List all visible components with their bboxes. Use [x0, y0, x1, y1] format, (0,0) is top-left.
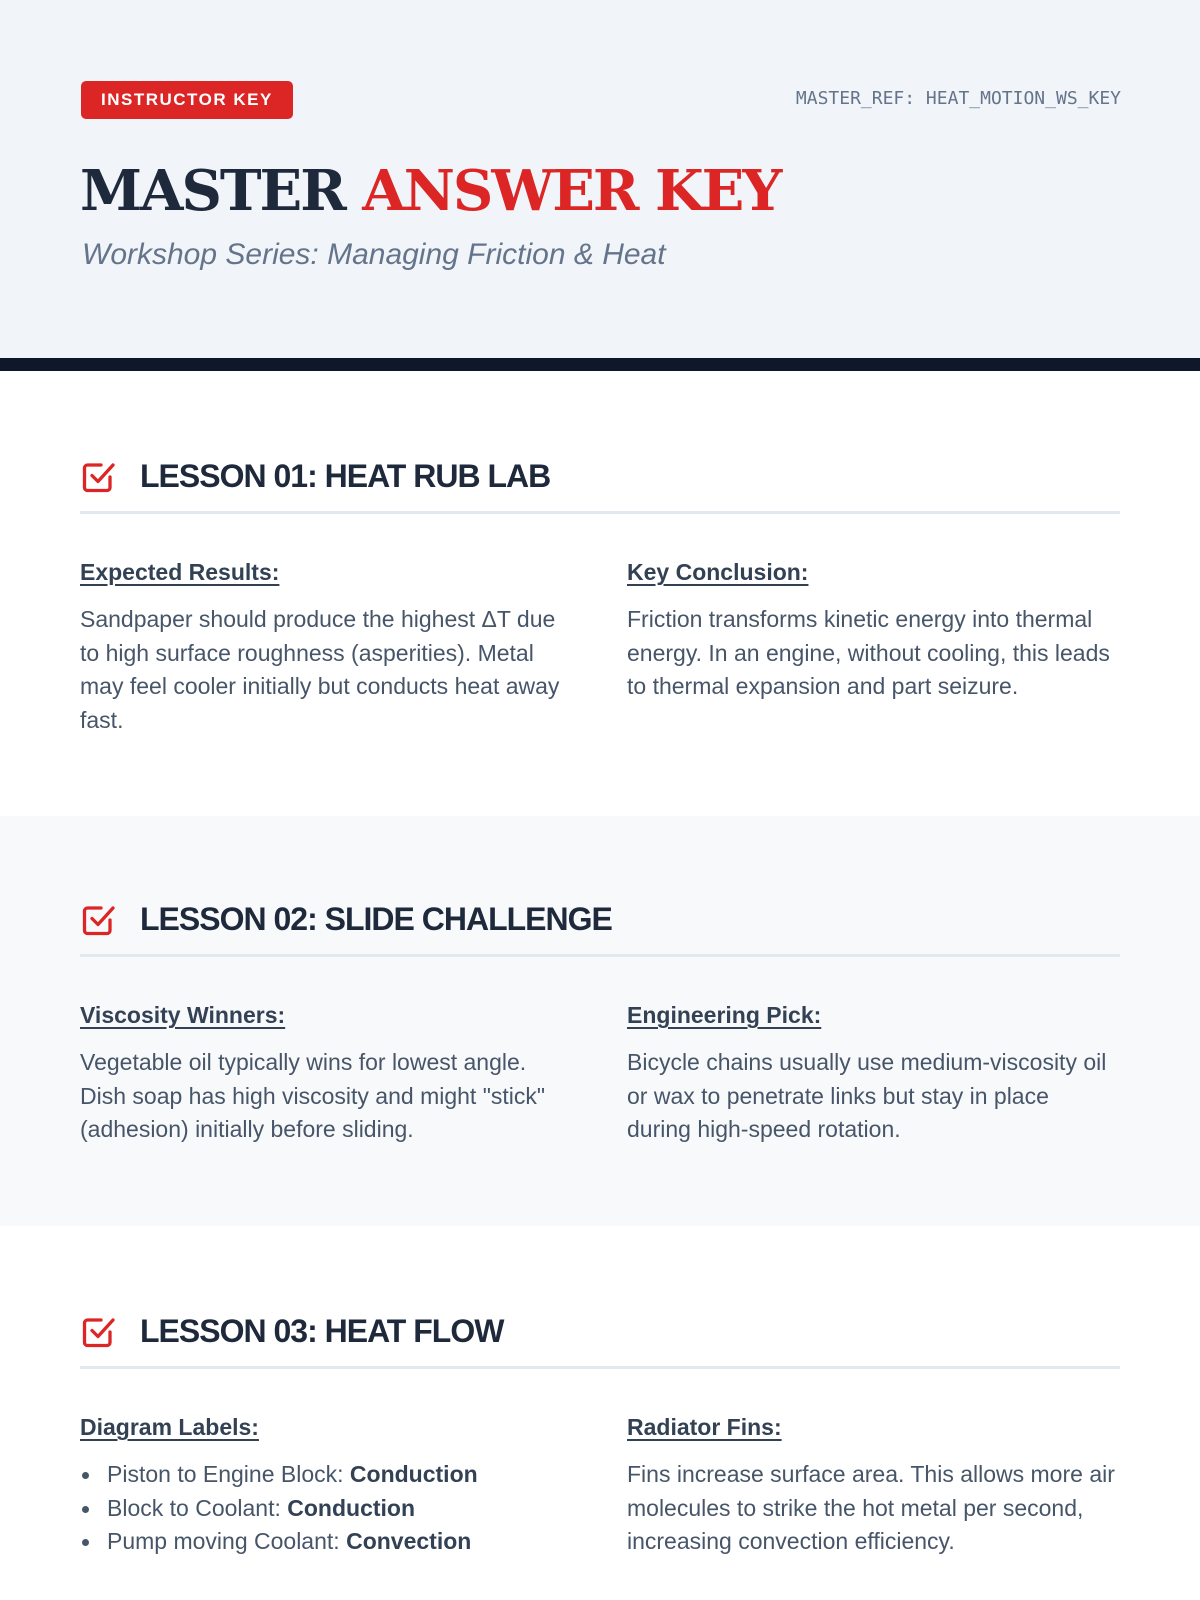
- item-label: Piston to Engine Block:: [107, 1461, 350, 1487]
- column-heading: Radiator Fins:: [627, 1414, 782, 1440]
- master-ref: MASTER_REF: HEAT_MOTION_WS_KEY: [795, 88, 1121, 109]
- item-value: Conduction: [349, 1461, 478, 1487]
- diagram-labels-column: [80, 1412, 570, 1559]
- checkbox-checked-icon: [80, 1314, 116, 1350]
- item-value: Conduction: [287, 1494, 416, 1521]
- checkbox-checked-icon: [80, 459, 116, 495]
- list-item: [80, 1525, 570, 1559]
- diagram-labels-list: [80, 1458, 570, 1559]
- header: [0, 0, 1200, 358]
- item-label: Block to Coolant:: [107, 1494, 288, 1521]
- page-subtitle: Workshop Series: Managing Friction & Heat: [82, 238, 666, 271]
- column-body: Fins increase surface area. This allows more air molecules to strike the hot metal per second, increasing convection efficiency.: [627, 1461, 1115, 1554]
- column-heading: Viscosity Winners:: [80, 1002, 286, 1028]
- page-title: [80, 158, 780, 224]
- lesson-03-section: [0, 1226, 1200, 1600]
- list-item: [80, 1492, 570, 1526]
- lesson-header: [80, 451, 1120, 501]
- title-red-part: ANSWER KEY: [362, 158, 781, 224]
- lesson-title: LESSON 02: SLIDE CHALLENGE: [140, 901, 612, 937]
- list-item: [80, 1458, 570, 1492]
- column-heading: Diagram Labels:: [80, 1414, 259, 1440]
- key-conclusion-column: [627, 557, 1117, 704]
- expected-results-column: [80, 557, 570, 737]
- item-value: Convection: [346, 1528, 472, 1554]
- column-body: Bicycle chains usually use medium-viscosity oil or wax to penetrate links but stay in place during high-speed rotation.: [627, 1049, 1107, 1142]
- column-body: Vegetable oil typically wins for lowest angle. Dish soap has high viscosity and might "stick" (adhesion) initially before sliding.: [80, 1049, 546, 1142]
- header-divider-bar: [0, 358, 1200, 371]
- lesson-title: LESSON 03: HEAT FLOW: [140, 1313, 504, 1349]
- section-divider: [80, 1366, 1120, 1369]
- column-body: Sandpaper should produce the highest ΔT due to high surface roughness (asperities). Metal may feel cooler initially but conducts heat away fast.: [80, 606, 560, 733]
- lesson-header: [80, 894, 1120, 944]
- viscosity-winners-column: [80, 1000, 570, 1147]
- lesson-01-section: [0, 371, 1200, 816]
- column-heading: Expected Results:: [80, 559, 280, 585]
- instructor-key-badge: INSTRUCTOR KEY: [81, 81, 293, 119]
- column-heading: Engineering Pick:: [627, 1002, 822, 1028]
- lesson-title: LESSON 01: HEAT RUB LAB: [140, 458, 551, 494]
- section-divider: [80, 954, 1120, 957]
- title-dark-part: MASTER: [80, 158, 345, 224]
- lesson-header: [80, 1306, 1120, 1356]
- item-label: Pump moving Coolant:: [107, 1528, 347, 1554]
- column-heading: Key Conclusion:: [627, 559, 809, 585]
- engineering-pick-column: [627, 1000, 1117, 1147]
- section-divider: [80, 511, 1120, 514]
- lesson-02-section: [0, 816, 1200, 1226]
- checkbox-checked-icon: [80, 902, 116, 938]
- column-body: Friction transforms kinetic energy into thermal energy. In an engine, without cooling, this leads to thermal expansion and part seizure.: [627, 606, 1110, 699]
- radiator-fins-column: [627, 1412, 1117, 1559]
